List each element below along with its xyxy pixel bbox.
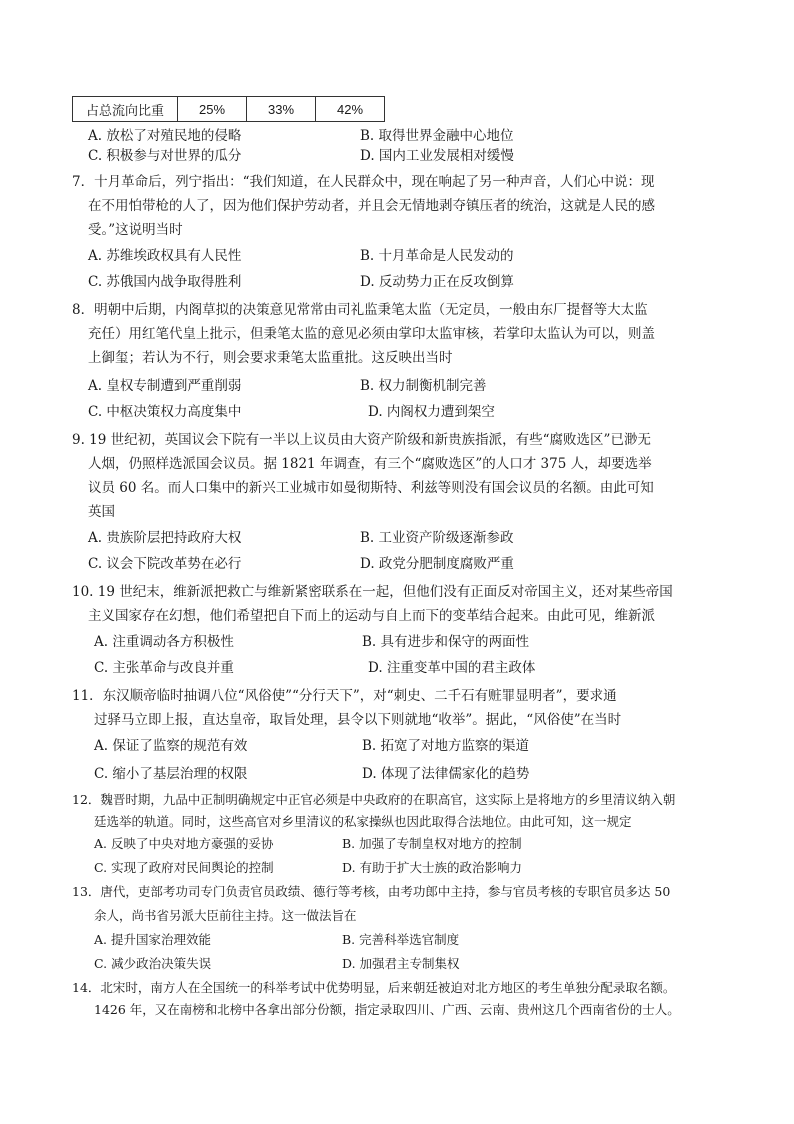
q7-option-d: D. 反动势力正在反攻倒算 [360, 274, 514, 290]
q12-stem-line: 廷选举的轨道。同时，这些高官对乡里清议的私家操纵也因此取得合法地位。由此可知，这一规定 [94, 814, 632, 829]
q14-stem-line: 14．北宋时，南方人在全国统一的科举考试中优势明显，后来朝廷被迫对北方地区的考生单独分配录取名额。 [72, 980, 676, 995]
q7-stem-line: 7．十月革命后，列宁指出：“我们知道，在人民群众中，现在响起了另一种声音，人们心中说：现 [72, 174, 655, 190]
q10-option-b: B. 具有进步和保守的两面性 [362, 634, 530, 650]
q12-option-b: B. 加强了专制皇权对地方的控制 [342, 836, 522, 851]
q10-option-a: A. 注重调动各方积极性 [94, 634, 234, 650]
q8-option-a: A. 皇权专制遭到严重削弱 [88, 378, 242, 394]
q11-stem-line: 11．东汉顺帝临时抽调八位“风俗使”“分行天下”，对“刺史、二千石有赃罪显明者”，要求通 [72, 688, 617, 704]
q13-option-a: A. 提升国家治理效能 [94, 932, 211, 947]
table-cell: 25% [178, 97, 247, 122]
q6-option-b: B. 取得世界金融中心地位 [360, 128, 514, 144]
q9-stem-line: 人烟，仍照样选派国会议员。据 1821 年调查，有三个“腐败选区”的人口才 375 人，却要选举 [88, 456, 652, 472]
q11-option-a: A. 保证了监察的规范有效 [94, 738, 248, 754]
q10-stem-line: 主义国家存在幻想，他们希望把自下而上的运动与自上而下的变革结合起来。由此可见，维新派 [88, 608, 655, 624]
q9-stem-line: 英国 [88, 504, 115, 520]
q9-option-d: D. 政党分肥制度腐败严重 [360, 556, 514, 572]
q12-option-a: A. 反映了中央对地方豪强的妥协 [94, 836, 274, 851]
flow-proportion-table [72, 96, 385, 122]
q8-option-d: D. 内阁权力遭到架空 [368, 404, 495, 420]
q8-stem-line: 充任）用红笔代皇上批示，但秉笔太监的意见必须由掌印太监审核，若掌印太监认为可以，则盖 [88, 326, 655, 342]
q11-stem-line: 过驿马立即上报，直达皇帝，取旨处理，县令以下则就地“收举”。据此，“风俗使”在当时 [94, 712, 622, 728]
q13-option-b: B. 完善科举选官制度 [342, 932, 460, 947]
table-cell: 42% [316, 97, 385, 122]
q14-stem-line: 1426 年，又在南榜和北榜中各拿出部分份额，指定录取四川、广西、云南、贵州这几个西南省份的士人。 [94, 1002, 680, 1017]
q8-option-b: B. 权力制衡机制完善 [360, 378, 487, 394]
table-row [73, 97, 385, 122]
q12-option-d: D. 有助于扩大士族的政治影响力 [342, 860, 523, 875]
q8-stem-line: 上御玺；若认为不行，则会要求秉笔太监重批。这反映出当时 [88, 350, 453, 366]
q7-option-b: B. 十月革命是人民发动的 [360, 248, 514, 264]
table-cell: 33% [247, 97, 316, 122]
q13-option-c: C. 减少政治决策失误 [94, 956, 212, 971]
q8-option-c: C. 中枢决策权力高度集中 [88, 404, 242, 420]
q11-option-b: B. 拓宽了对地方监察的渠道 [362, 738, 530, 754]
q13-stem-line: 13．唐代，吏部考功司专门负责官员政绩、德行等考核，由考功郎中主持，参与官员考核的专职官员多达 50 [72, 884, 671, 899]
q10-option-c: C. 主张革命与改良并重 [94, 660, 234, 676]
q9-option-a: A. 贵族阶层把持政府大权 [88, 530, 242, 546]
q7-option-c: C. 苏俄国内战争取得胜利 [88, 274, 242, 290]
q11-option-d: D. 体现了法律儒家化的趋势 [362, 766, 530, 782]
table-row-label: 占总流向比重 [73, 97, 178, 122]
q12-option-c: C. 实现了政府对民间舆论的控制 [94, 860, 274, 875]
q7-option-a: A. 苏维埃政权具有人民性 [88, 248, 242, 264]
q9-option-c: C. 议会下院改革势在必行 [88, 556, 242, 572]
q12-stem-line: 12．魏晋时期，九品中正制明确规定中正官必须是中央政府的在职高官，这实际上是将地方的乡里清议纳入朝 [72, 792, 676, 807]
q10-option-d: D. 注重变革中国的君主政体 [368, 660, 536, 676]
q11-option-c: C. 缩小了基层治理的权限 [94, 766, 248, 782]
q9-stem-line: 议员 60 名。而人口集中的新兴工业城市如曼彻斯特、利兹等则没有国会议员的名额。由此可知 [88, 480, 654, 496]
q13-option-d: D. 加强君主专制集权 [342, 956, 460, 971]
q6-option-c: C. 积极参与对世界的瓜分 [88, 148, 242, 164]
q7-stem-line: 在不用怕带枪的人了，因为他们保护劳动者，并且会无情地剥夺镇压者的统治，这就是人民的感 [88, 198, 655, 214]
q10-stem-line: 10. 19 世纪末，维新派把救亡与维新紧密联系在一起，但他们没有正面反对帝国主义，还对某些帝国 [72, 584, 673, 600]
q8-stem-line: 8．明朝中后期，内阁草拟的决策意见常常由司礼监秉笔太监（无定员，一般由东厂提督等大太监 [72, 302, 648, 318]
q6-option-d: D. 国内工业发展相对缓慢 [360, 148, 514, 164]
q9-option-b: B. 工业资产阶级逐渐参政 [360, 530, 514, 546]
q13-stem-line: 余人，尚书省另派大臣前往主持。这一做法旨在 [94, 908, 357, 923]
q6-option-a: A. 放松了对殖民地的侵略 [88, 128, 242, 144]
q9-stem-line: 9. 19 世纪初，英国议会下院有一半以上议员由大资产阶级和新贵族指派，有些“腐败选区”已渺无 [72, 432, 651, 448]
q7-stem-line: 受。”这说明当时 [88, 222, 183, 238]
